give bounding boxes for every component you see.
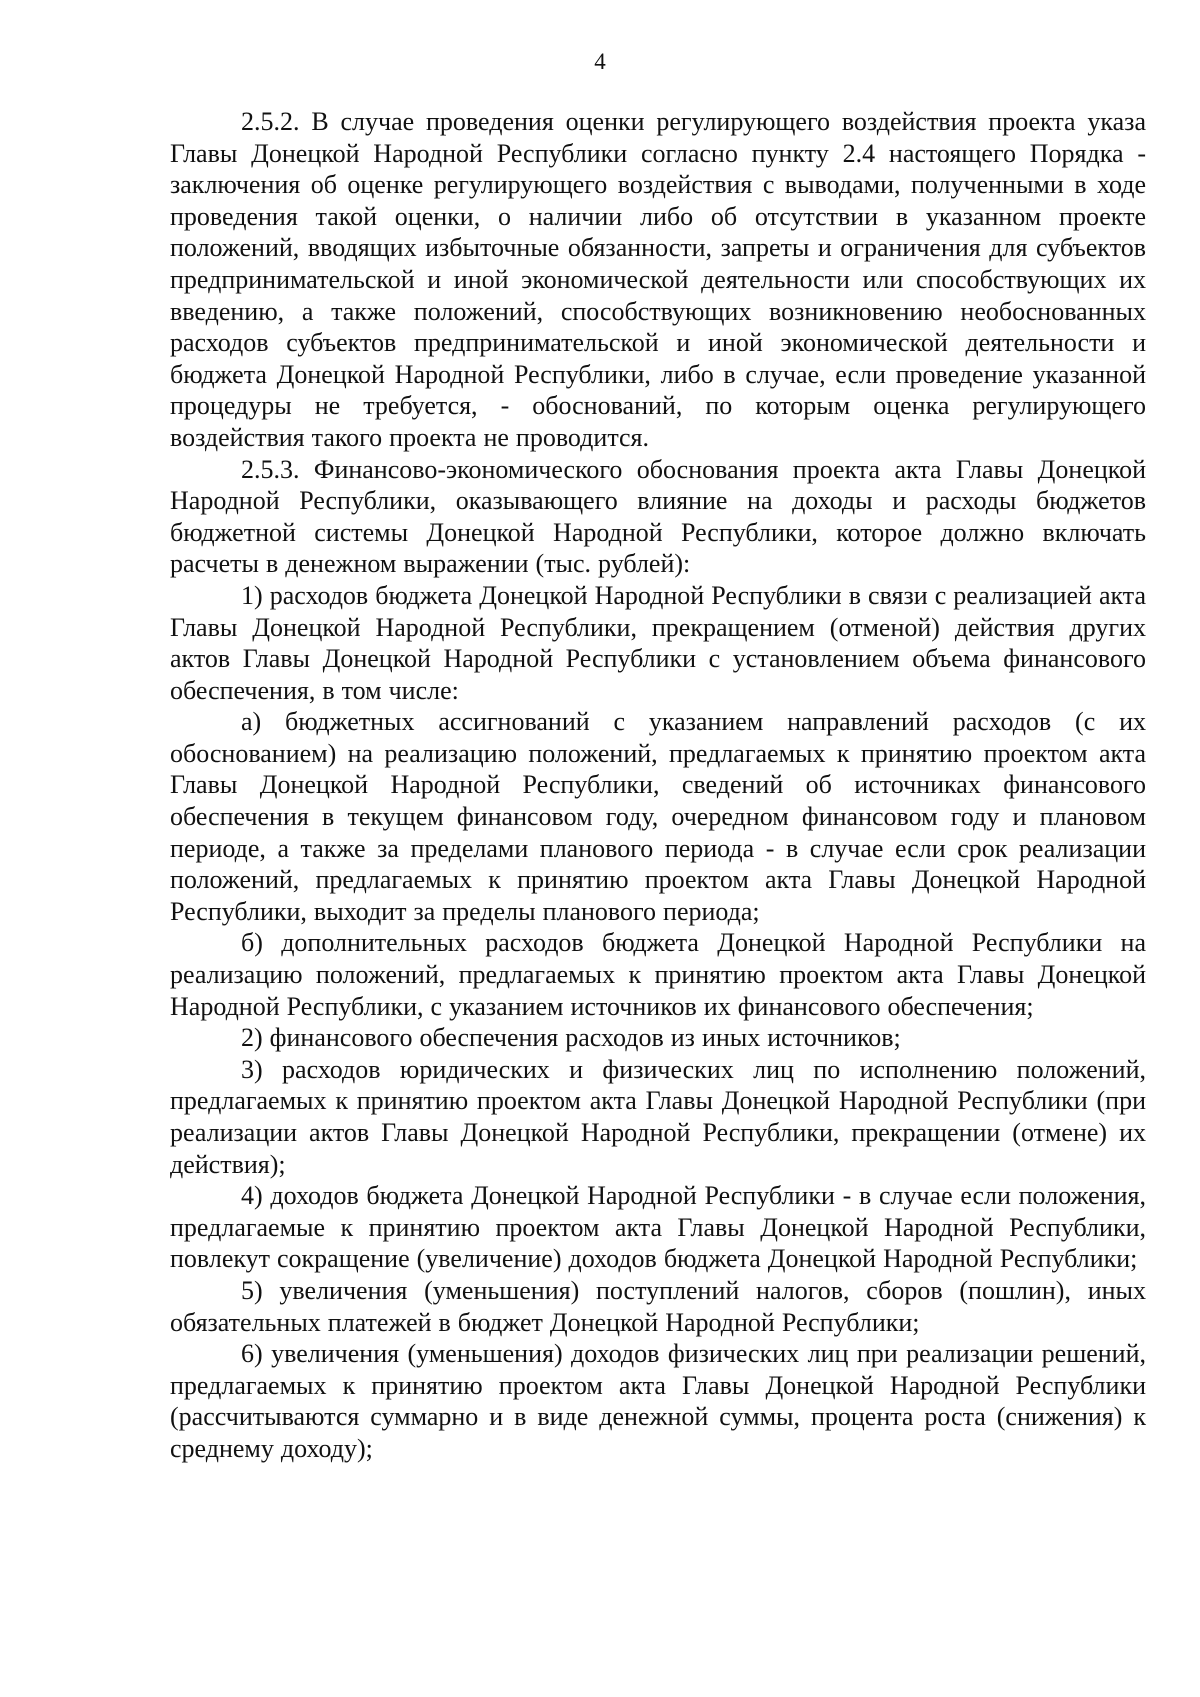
paragraph-item-3: 3) расходов юридических и физических лиц по исполнению положений, предлагаемых к принятию проектом акта Главы Донецкой Народной Республики (при реализации актов Главы Донецкой Народной Республики, прекращении (отмене) их действия); [170,1054,1146,1179]
paragraph-2-5-3: 2.5.3. Финансово-экономического обоснования проекта акта Главы Донецкой Народной Республики, оказывающего влияние на доходы и расходы бюджетов бюджетной системы Донецкой Народной Республики, которое должно включать расчеты в денежном выражении (тыс. рублей): [170,454,1146,579]
paragraph-item-1b: б) дополнительных расходов бюджета Донецкой Народной Республики на реализацию положений, предлагаемых к принятию проектом акта Главы Донецкой Народной Республики, с указанием источников их финансового обеспечения; [170,928,1146,1021]
paragraph-item-2: 2) финансового обеспечения расходов из иных источников; [241,1023,901,1053]
page-number: 4 [594,49,606,74]
paragraph-2-5-2: 2.5.2. В случае проведения оценки регулирующего воздействия проекта указа Главы Донецкой Народной Республики согласно пункту 2.4 настоящего Порядка - заключения об оценке регулирующего воздействия с выводами, полученными в ходе проведения такой оценки, о наличии либо об отсутствии в указанном проекте положений, вводящих избыточные обязанности, запреты и ограничения для субъектов предпринимательской и иной экономической деятельности или способствующих их введению, а также положений, способствующих возникновению необоснованных расходов субъектов предпринимательской и иной экономической деятельности и бюджета Донецкой Народной Республики, либо в случае, если проведение указанной процедуры не требуется, - обоснований, по которым оценка регулирующего воздействия такого проекта не проводится. [170,107,1146,452]
document-body [170,106,1146,1465]
paragraph-item-6: 6) увеличения (уменьшения) доходов физических лиц при реализации решений, предлагаемых к принятию проектом акта Главы Донецкой Народной Республики (рассчитываются суммарно и в виде денежной суммы, процента роста (снижения) к среднему доходу); [170,1339,1146,1463]
paragraph-item-1: 1) расходов бюджета Донецкой Народной Республики в связи с реализацией акта Главы Донецкой Народной Республики, прекращением (отменой) действия других актов Главы Донецкой Народной Республики с установлением объема финансового обеспечения, в том числе: [170,580,1146,705]
paragraph-item-5: 5) увеличения (уменьшения) поступлений налогов, сборов (пошлин), иных обязательных платежей в бюджет Донецкой Народной Республики; [170,1275,1146,1337]
paragraph-item-4: 4) доходов бюджета Донецкой Народной Республики - в случае если положения, предлагаемые к принятию проектом акта Главы Донецкой Народной Республики, повлекут сокращение (увеличение) доходов бюджета Донецкой Народной Республики; [170,1181,1146,1274]
paragraph-item-1a: а) бюджетных ассигнований с указанием направлений расходов (с их обоснованием) на реализацию положений, предлагаемых к принятию проектом акта Главы Донецкой Народной Республики, сведений об источниках финансового обеспечения в текущем финансовом году, очередном финансовом году и плановом периоде, а также за пределами планового периода - в случае если срок реализации положений, предлагаемых к принятию проектом акта Главы Донецкой Народной Республики, выходит за пределы планового периода; [170,707,1146,926]
